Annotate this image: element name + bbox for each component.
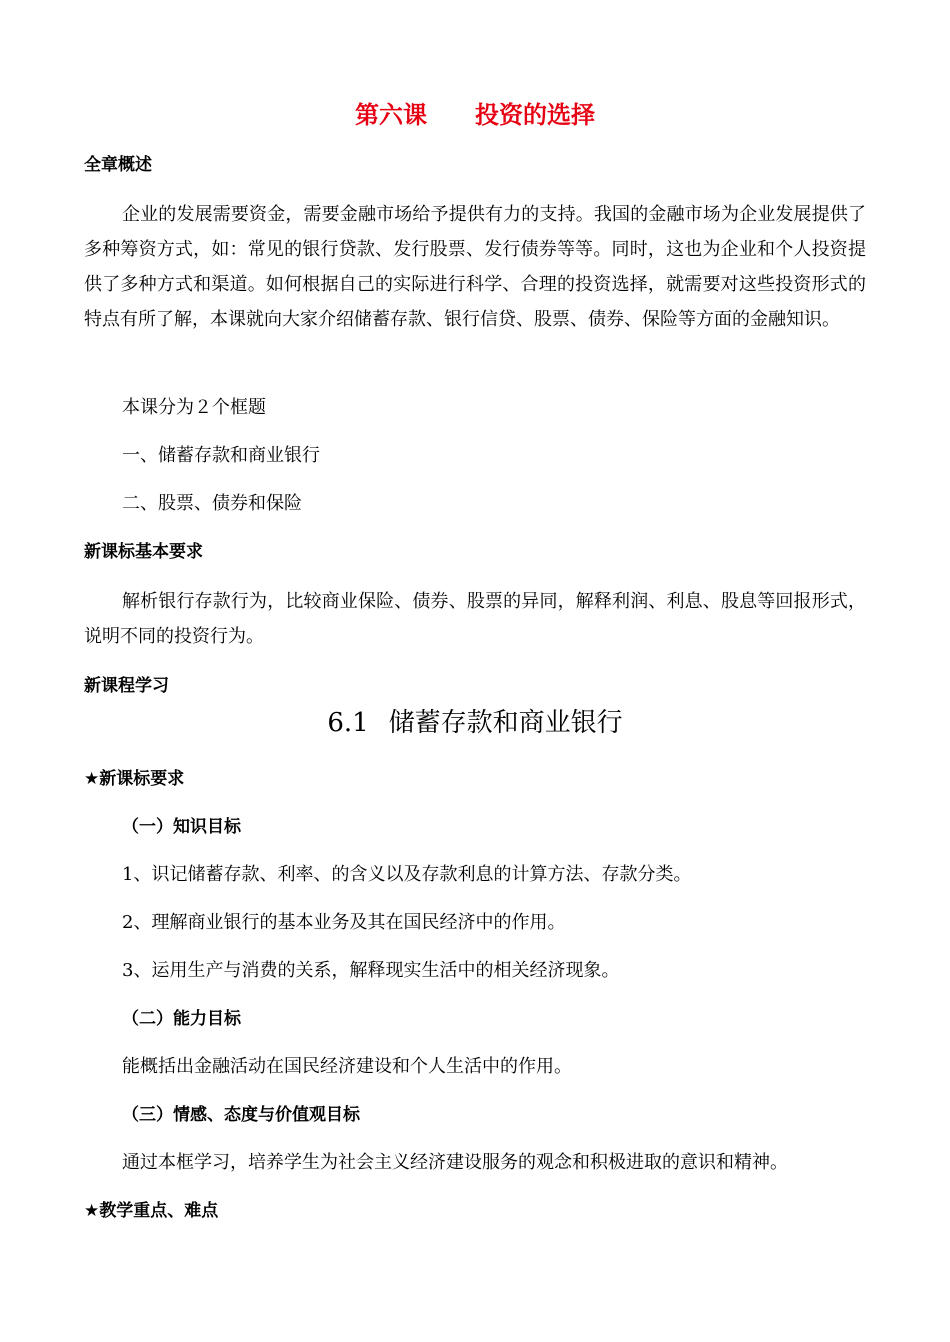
standard-requirements-paragraph: 解析银行存款行为，比较商业保险、债券、股票的异同，解释利润、利息、股息等回报形式，说明不同的投资行为。 bbox=[84, 591, 866, 647]
requirements-heading: ★新课标要求 bbox=[84, 769, 185, 789]
section-number: 6.1 bbox=[327, 708, 369, 738]
section-name: 储蓄存款和商业银行 bbox=[388, 708, 623, 738]
lesson-number: 第六课 bbox=[355, 101, 427, 129]
frame-item-2: 二、股票、债券和保险 bbox=[122, 493, 302, 514]
ability-goals-heading: （二）能力目标 bbox=[122, 1009, 241, 1029]
chapter-overview-heading: 全章概述 bbox=[84, 155, 152, 175]
ability-goals-text: 能概括出金融活动在国民经济建设和个人生活中的作用。 bbox=[122, 1056, 572, 1077]
key-points-heading: ★教学重点、难点 bbox=[84, 1201, 219, 1221]
frame-item-1: 一、储蓄存款和商业银行 bbox=[122, 445, 320, 466]
chapter-overview-paragraph: 企业的发展需要资金，需要金融市场给予提供有力的支持。我国的金融市场为企业发展提供了多种筹资方式，如：常见的银行贷款、发行股票、发行债券等等。同时，这也为企业和个人投资提供了多种方式和渠道。如何根据自己的实际进行科学、合理的投资选择，就需要对这些投资形式的特点有所了解，本课就向大家介绍储蓄存款、银行信贷、股票、债券、保险等方面的金融知识。 bbox=[84, 204, 866, 330]
knowledge-item-2: 2、理解商业银行的基本业务及其在国民经济中的作用。 bbox=[122, 912, 566, 933]
standard-requirements-heading: 新课标基本要求 bbox=[84, 542, 203, 562]
frames-count-note: 本课分为２个框题 bbox=[122, 397, 266, 418]
new-course-heading: 新课程学习 bbox=[84, 676, 169, 696]
knowledge-item-1: 1、识记储蓄存款、利率、的含义以及存款利息的计算方法、存款分类。 bbox=[122, 864, 692, 885]
section-title bbox=[0, 706, 950, 740]
knowledge-goals-heading: （一）知识目标 bbox=[122, 817, 241, 837]
lesson-title bbox=[0, 98, 950, 132]
knowledge-item-3: 3、运用生产与消费的关系，解释现实生活中的相关经济现象。 bbox=[122, 960, 620, 981]
emotion-goals-text: 通过本框学习，培养学生为社会主义经济建设服务的观念和积极进取的意识和精神。 bbox=[122, 1152, 788, 1173]
emotion-goals-heading: （三）情感、态度与价值观目标 bbox=[122, 1105, 360, 1125]
lesson-topic: 投资的选择 bbox=[475, 101, 595, 129]
